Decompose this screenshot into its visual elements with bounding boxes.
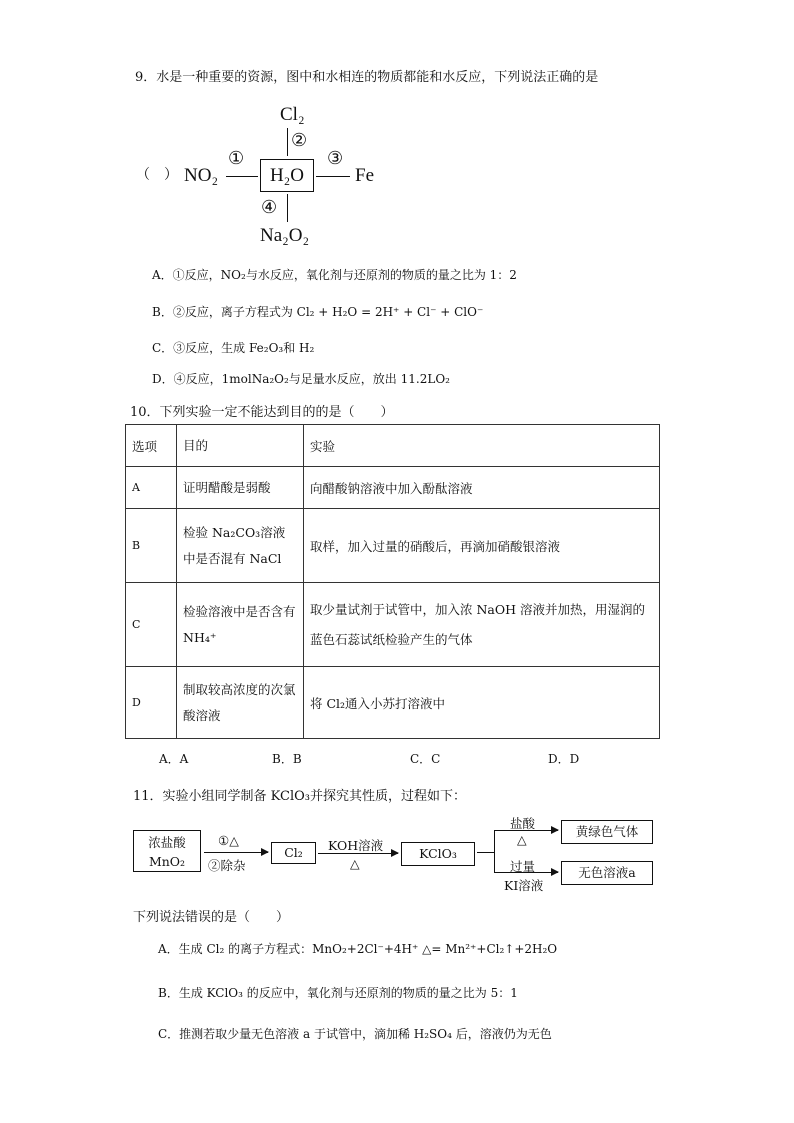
q9-num3: ③	[327, 148, 344, 169]
q11-sub-stem: 下列说法错误的是（ ）	[133, 910, 290, 925]
flow-box-reagents-line1: 浓盐酸	[148, 835, 186, 850]
table-row	[126, 509, 660, 583]
row-option: D	[126, 667, 177, 739]
q9-option-b: B．②反应，离子方程式为 Cl₂ + H₂O = 2H⁺ + Cl⁻ + ClO⁻	[152, 305, 484, 319]
q9-option-d: D．④反应，1molNa₂O₂与足量水反应，放出 11.2LO₂	[152, 372, 450, 386]
row-experiment: 将 Cl₂通入小苏打溶液中	[304, 667, 660, 739]
q10-table	[125, 424, 660, 739]
q10-choice-d: D．D	[548, 752, 580, 766]
q9-center-box: H₂O	[260, 159, 314, 192]
row-goal: 证明醋酸是弱酸	[177, 467, 304, 509]
header-option: 选项	[126, 425, 177, 467]
q11-stem: 11．实验小组同学制备 KClO₃并探究其性质，过程如下：	[133, 789, 467, 804]
row-option: B	[126, 509, 177, 583]
flow-down-label2: KI溶液	[504, 878, 544, 893]
flow-box-cl2: Cl₂	[271, 842, 316, 864]
flow-box-reagents-line2: MnO₂	[148, 854, 186, 869]
q10-choice-c: C．C	[410, 752, 441, 766]
row-goal: 检验溶液中是否含有 NH₄⁺	[177, 583, 304, 667]
q9-right-label: Fe	[355, 165, 374, 186]
flow-up-label1: 盐酸	[510, 816, 536, 831]
flow-up-label2: △	[517, 832, 527, 847]
flow-box-reagents	[133, 830, 201, 872]
q9-left-label: NO₂	[184, 165, 219, 186]
table-row	[126, 467, 660, 509]
flow-arrow-1	[204, 852, 268, 853]
flow-step2: ②除杂	[208, 858, 246, 873]
row-goal: 检验 Na₂CO₃溶液中是否混有 NaCl	[177, 509, 304, 583]
flow-box-colorless-solution: 无色溶液a	[561, 861, 653, 885]
q10-stem: 10．下列实验一定不能达到目的的是（ ）	[130, 405, 394, 420]
q11-option-b: B．生成 KClO₃ 的反应中，氧化剂与还原剂的物质的量之比为 5：1	[158, 986, 518, 1000]
flow-box-yellow-gas: 黄绿色气体	[561, 820, 653, 844]
flow-arrow2-bottom: △	[350, 856, 360, 871]
flow-box-kclo3: KClO₃	[401, 842, 475, 866]
row-experiment: 取少量试剂于试管中，加入浓 NaOH 溶液并加热，用湿润的蓝色石蕊试纸检验产生的气体	[304, 583, 660, 667]
q9-num4: ④	[261, 197, 278, 218]
row-goal: 制取较高浓度的次氯酸溶液	[177, 667, 304, 739]
q9-paren: （ ）	[136, 167, 178, 183]
row-experiment: 取样，加入过量的硝酸后，再滴加硝酸银溶液	[304, 509, 660, 583]
q9-top-label: Cl₂	[280, 104, 305, 125]
q9-num2: ②	[291, 130, 308, 151]
row-option: C	[126, 583, 177, 667]
header-goal: 目的	[177, 425, 304, 467]
flow-arrow-2	[318, 853, 398, 854]
header-experiment: 实验	[304, 425, 660, 467]
q11-option-c: C．推测若取少量无色溶液 a 于试管中，滴加稀 H₂SO₄ 后，溶液仍为无色	[158, 1027, 552, 1041]
row-experiment: 向醋酸钠溶液中加入酚酞溶液	[304, 467, 660, 509]
q10-choice-b: B．B	[272, 752, 302, 766]
row-option: A	[126, 467, 177, 509]
q10-choice-a: A．A	[159, 752, 189, 766]
table-row	[126, 583, 660, 667]
flow-down-label1: 过量	[510, 859, 536, 874]
q9-stem: 9．水是一种重要的资源，图中和水相连的物质都能和水反应，下列说法正确的是	[135, 70, 599, 85]
q11-option-a: A．生成 Cl₂ 的离子方程式：MnO₂+2Cl⁻+4H⁺ △= Mn²⁺+Cl₂↑+2H₂O	[158, 942, 558, 956]
flow-arrow2-top: KOH溶液	[328, 838, 384, 853]
table-row	[126, 667, 660, 739]
q9-num1: ①	[228, 148, 245, 169]
flow-step1: ①△	[218, 833, 239, 848]
q9-bottom-label: Na₂O₂	[260, 225, 310, 246]
q9-option-a: A．①反应，NO₂与水反应，氧化剂与还原剂的物质的量之比为 1：2	[152, 268, 517, 282]
table-header-row	[126, 425, 660, 467]
q9-option-c: C．③反应，生成 Fe₂O₃和 H₂	[152, 341, 315, 355]
